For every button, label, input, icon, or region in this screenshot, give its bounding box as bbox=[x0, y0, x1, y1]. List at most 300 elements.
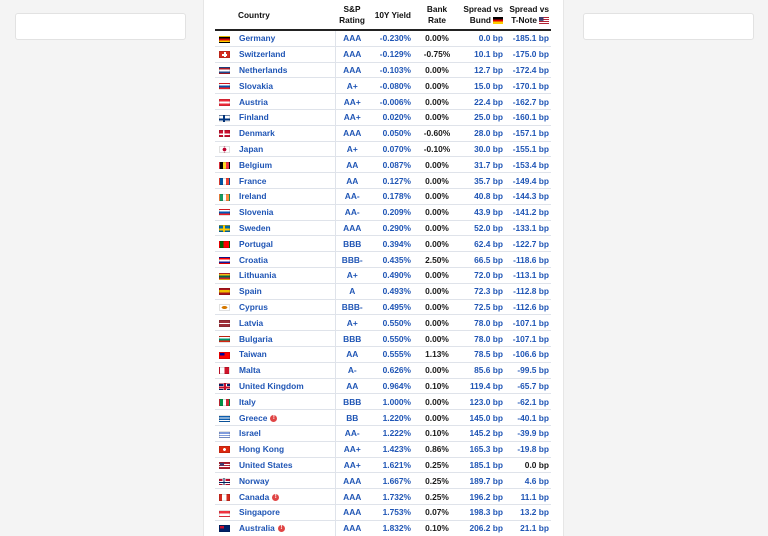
country-cell[interactable] bbox=[235, 236, 335, 252]
spread-tnote-cell[interactable] bbox=[507, 283, 551, 299]
spread-bund-link[interactable]: 52.0 bp bbox=[474, 222, 503, 233]
yield-link[interactable]: -0.103% bbox=[379, 64, 411, 75]
spread-bund-link[interactable]: 62.4 bp bbox=[474, 238, 503, 249]
spread-tnote-cell[interactable] bbox=[507, 441, 551, 457]
spread-tnote-cell[interactable] bbox=[507, 299, 551, 315]
country-link[interactable]: Sweden bbox=[239, 222, 271, 233]
yield-link[interactable]: 0.550% bbox=[382, 317, 411, 328]
country-link[interactable]: Lithuania bbox=[239, 270, 277, 281]
yield-link[interactable]: 0.070% bbox=[382, 143, 411, 154]
spread-tnote-cell[interactable] bbox=[507, 346, 551, 362]
country-link[interactable]: France bbox=[239, 175, 267, 186]
spread-bund-cell[interactable] bbox=[457, 457, 507, 473]
table-row[interactable] bbox=[215, 236, 551, 252]
rating-cell[interactable] bbox=[335, 267, 369, 283]
rating-link[interactable]: BBB- bbox=[341, 301, 363, 312]
rating-link[interactable]: AAA bbox=[343, 491, 362, 502]
alert-icon[interactable]: ! bbox=[272, 494, 279, 501]
spread-tnote-link[interactable]: -40.1 bp bbox=[517, 412, 549, 423]
yield-link[interactable]: 1.220% bbox=[382, 412, 411, 423]
rating-link[interactable]: AAA bbox=[343, 33, 362, 44]
country-link[interactable]: Canada bbox=[239, 491, 270, 502]
country-link[interactable]: Latvia bbox=[239, 317, 264, 328]
yield-link[interactable]: 0.394% bbox=[382, 238, 411, 249]
country-cell[interactable] bbox=[235, 441, 335, 457]
table-row[interactable] bbox=[215, 283, 551, 299]
spread-tnote-link[interactable]: -172.4 bp bbox=[512, 64, 549, 75]
spread-tnote-link[interactable]: -133.1 bp bbox=[512, 222, 549, 233]
spread-tnote-cell[interactable] bbox=[507, 489, 551, 505]
yield-link[interactable]: 1.000% bbox=[382, 396, 411, 407]
yield-link[interactable]: 0.626% bbox=[382, 365, 411, 376]
rating-cell[interactable] bbox=[335, 62, 369, 78]
country-link[interactable]: Hong Kong bbox=[239, 444, 285, 455]
table-row[interactable] bbox=[215, 362, 551, 378]
yield-cell[interactable] bbox=[369, 378, 417, 394]
yield-link[interactable]: -0.006% bbox=[379, 96, 411, 107]
rating-cell[interactable] bbox=[335, 489, 369, 505]
spread-bund-link[interactable]: 189.7 bp bbox=[469, 475, 503, 486]
spread-bund-cell[interactable] bbox=[457, 252, 507, 268]
yield-cell[interactable] bbox=[369, 78, 417, 94]
table-row[interactable] bbox=[215, 489, 551, 505]
yield-cell[interactable] bbox=[369, 457, 417, 473]
country-cell[interactable] bbox=[235, 46, 335, 62]
spread-tnote-link[interactable]: -112.6 bp bbox=[513, 301, 549, 312]
table-row[interactable] bbox=[215, 331, 551, 347]
country-link[interactable]: Cyprus bbox=[239, 301, 268, 312]
spread-bund-cell[interactable] bbox=[457, 173, 507, 189]
rating-cell[interactable] bbox=[335, 125, 369, 141]
spread-bund-link[interactable]: 10.1 bp bbox=[474, 49, 503, 60]
spread-bund-cell[interactable] bbox=[457, 504, 507, 520]
country-cell[interactable] bbox=[235, 94, 335, 110]
spread-tnote-cell[interactable] bbox=[507, 220, 551, 236]
yield-link[interactable]: 1.732% bbox=[382, 491, 411, 502]
spread-tnote-cell[interactable] bbox=[507, 362, 551, 378]
spread-bund-cell[interactable] bbox=[457, 220, 507, 236]
country-link[interactable]: Israel bbox=[239, 428, 261, 439]
country-link[interactable]: Slovenia bbox=[239, 207, 274, 218]
yield-cell[interactable] bbox=[369, 62, 417, 78]
country-link[interactable]: Bulgaria bbox=[239, 333, 273, 344]
spread-tnote-cell[interactable] bbox=[507, 109, 551, 125]
spread-bund-link[interactable]: 78.5 bp bbox=[474, 349, 503, 360]
country-cell[interactable] bbox=[235, 489, 335, 505]
spread-bund-cell[interactable] bbox=[457, 283, 507, 299]
spread-tnote-link[interactable]: -113.1 bp bbox=[513, 270, 549, 281]
rating-link[interactable]: AAA bbox=[343, 523, 362, 534]
rating-link[interactable]: BBB bbox=[343, 238, 362, 249]
yield-cell[interactable] bbox=[369, 473, 417, 489]
rating-link[interactable]: AAA bbox=[343, 222, 362, 233]
rating-link[interactable]: AA bbox=[346, 380, 359, 391]
yield-link[interactable]: 0.964% bbox=[382, 380, 411, 391]
spread-tnote-cell[interactable] bbox=[507, 78, 551, 94]
spread-tnote-link[interactable]: -19.8 bp bbox=[517, 444, 549, 455]
yield-link[interactable]: -0.129% bbox=[379, 49, 411, 60]
country-cell[interactable] bbox=[235, 109, 335, 125]
spread-tnote-link[interactable]: 4.6 bp bbox=[524, 475, 549, 486]
rating-link[interactable]: AAA bbox=[343, 475, 362, 486]
country-link[interactable]: Portugal bbox=[239, 238, 273, 249]
yield-link[interactable]: 0.290% bbox=[382, 222, 411, 233]
spread-bund-cell[interactable] bbox=[457, 94, 507, 110]
table-row[interactable] bbox=[215, 141, 551, 157]
spread-bund-link[interactable]: 72.3 bp bbox=[474, 286, 503, 297]
rating-link[interactable]: AA bbox=[346, 175, 359, 186]
spread-tnote-link[interactable]: -112.8 bp bbox=[513, 286, 549, 297]
rating-link[interactable]: A+ bbox=[346, 143, 358, 154]
spread-tnote-link[interactable]: -175.0 bp bbox=[512, 49, 549, 60]
country-cell[interactable] bbox=[235, 141, 335, 157]
table-row[interactable] bbox=[215, 520, 551, 536]
country-cell[interactable] bbox=[235, 30, 335, 46]
table-row[interactable] bbox=[215, 188, 551, 204]
table-row[interactable] bbox=[215, 252, 551, 268]
spread-tnote-cell[interactable] bbox=[507, 236, 551, 252]
yield-cell[interactable] bbox=[369, 299, 417, 315]
country-link[interactable]: Finland bbox=[239, 112, 269, 123]
spread-tnote-link[interactable]: -153.4 bp bbox=[512, 159, 549, 170]
spread-bund-link[interactable]: 196.2 bp bbox=[469, 491, 503, 502]
spread-tnote-cell[interactable] bbox=[507, 410, 551, 426]
spread-tnote-cell[interactable] bbox=[507, 520, 551, 536]
country-cell[interactable] bbox=[235, 346, 335, 362]
country-cell[interactable] bbox=[235, 362, 335, 378]
yield-cell[interactable] bbox=[369, 346, 417, 362]
spread-tnote-cell[interactable] bbox=[507, 94, 551, 110]
country-link[interactable]: United Kingdom bbox=[239, 380, 304, 391]
country-cell[interactable] bbox=[235, 252, 335, 268]
spread-bund-cell[interactable] bbox=[457, 378, 507, 394]
rating-cell[interactable] bbox=[335, 46, 369, 62]
country-link[interactable]: Slovakia bbox=[239, 80, 273, 91]
rating-link[interactable]: AA- bbox=[344, 191, 360, 202]
spread-tnote-cell[interactable] bbox=[507, 394, 551, 410]
country-cell[interactable] bbox=[235, 394, 335, 410]
rating-link[interactable]: BB bbox=[346, 412, 359, 423]
header-rating[interactable] bbox=[335, 1, 369, 30]
country-cell[interactable] bbox=[235, 157, 335, 173]
rating-link[interactable]: AA- bbox=[344, 428, 360, 439]
rating-cell[interactable] bbox=[335, 473, 369, 489]
country-cell[interactable] bbox=[235, 299, 335, 315]
yield-cell[interactable] bbox=[369, 441, 417, 457]
spread-tnote-link[interactable]: 11.1 bp bbox=[520, 491, 549, 502]
country-link[interactable]: Malta bbox=[239, 365, 261, 376]
rating-cell[interactable] bbox=[335, 173, 369, 189]
yield-cell[interactable] bbox=[369, 204, 417, 220]
spread-tnote-link[interactable]: -118.6 bp bbox=[513, 254, 549, 265]
spread-bund-link[interactable]: 31.7 bp bbox=[474, 159, 503, 170]
spread-tnote-cell[interactable] bbox=[507, 204, 551, 220]
table-row[interactable] bbox=[215, 94, 551, 110]
spread-tnote-cell[interactable] bbox=[507, 315, 551, 331]
rating-link[interactable]: A+ bbox=[346, 270, 358, 281]
table-row[interactable] bbox=[215, 425, 551, 441]
spread-bund-link[interactable]: 145.2 bp bbox=[469, 428, 503, 439]
table-row[interactable] bbox=[215, 62, 551, 78]
yield-link[interactable]: 0.087% bbox=[382, 159, 411, 170]
spread-bund-cell[interactable] bbox=[457, 46, 507, 62]
rating-cell[interactable] bbox=[335, 378, 369, 394]
table-row[interactable] bbox=[215, 78, 551, 94]
country-cell[interactable] bbox=[235, 378, 335, 394]
spread-bund-cell[interactable] bbox=[457, 141, 507, 157]
yield-link[interactable]: 0.495% bbox=[382, 301, 411, 312]
spread-tnote-cell[interactable] bbox=[507, 504, 551, 520]
table-row[interactable] bbox=[215, 46, 551, 62]
rating-link[interactable]: BBB- bbox=[341, 254, 363, 265]
spread-bund-link[interactable]: 145.0 bp bbox=[469, 412, 503, 423]
country-link[interactable]: Norway bbox=[239, 475, 270, 486]
spread-tnote-link[interactable]: -39.9 bp bbox=[517, 428, 549, 439]
spread-tnote-link[interactable]: -99.5 bp bbox=[517, 365, 549, 376]
yield-link[interactable]: 1.621% bbox=[382, 459, 411, 470]
country-cell[interactable] bbox=[235, 457, 335, 473]
rating-cell[interactable] bbox=[335, 441, 369, 457]
yield-link[interactable]: 0.209% bbox=[382, 207, 411, 218]
rating-link[interactable]: AAA bbox=[343, 507, 362, 518]
rating-link[interactable]: BBB bbox=[343, 396, 362, 407]
spread-bund-cell[interactable] bbox=[457, 188, 507, 204]
spread-bund-link[interactable]: 30.0 bp bbox=[474, 143, 503, 154]
yield-link[interactable]: -0.230% bbox=[379, 33, 411, 44]
country-cell[interactable] bbox=[235, 283, 335, 299]
spread-tnote-link[interactable]: -170.1 bp bbox=[512, 80, 549, 91]
table-row[interactable] bbox=[215, 473, 551, 489]
yield-cell[interactable] bbox=[369, 267, 417, 283]
spread-bund-link[interactable]: 123.0 bp bbox=[469, 396, 503, 407]
rating-cell[interactable] bbox=[335, 252, 369, 268]
rating-link[interactable]: A+ bbox=[346, 317, 358, 328]
spread-tnote-link[interactable]: -141.2 bp bbox=[512, 207, 549, 218]
spread-bund-cell[interactable] bbox=[457, 346, 507, 362]
spread-tnote-cell[interactable] bbox=[507, 331, 551, 347]
spread-tnote-cell[interactable] bbox=[507, 125, 551, 141]
spread-tnote-cell[interactable] bbox=[507, 141, 551, 157]
header-spread-tnote[interactable] bbox=[507, 1, 551, 30]
yield-link[interactable]: 1.423% bbox=[382, 444, 411, 455]
spread-tnote-link[interactable]: 21.1 bp bbox=[520, 523, 549, 534]
table-row[interactable] bbox=[215, 457, 551, 473]
table-row[interactable] bbox=[215, 220, 551, 236]
rating-cell[interactable] bbox=[335, 109, 369, 125]
spread-tnote-cell[interactable] bbox=[507, 157, 551, 173]
table-row[interactable] bbox=[215, 346, 551, 362]
country-link[interactable]: Belgium bbox=[239, 159, 273, 170]
spread-bund-cell[interactable] bbox=[457, 520, 507, 536]
table-row[interactable] bbox=[215, 157, 551, 173]
spread-bund-link[interactable]: 66.5 bp bbox=[474, 254, 503, 265]
spread-bund-link[interactable]: 15.0 bp bbox=[474, 80, 503, 91]
rating-cell[interactable] bbox=[335, 425, 369, 441]
country-cell[interactable] bbox=[235, 62, 335, 78]
spread-tnote-link[interactable]: 13.2 bp bbox=[520, 507, 549, 518]
country-link[interactable]: Singapore bbox=[239, 507, 280, 518]
table-row[interactable] bbox=[215, 204, 551, 220]
spread-bund-link[interactable]: 22.4 bp bbox=[474, 96, 503, 107]
spread-bund-cell[interactable] bbox=[457, 267, 507, 283]
yield-cell[interactable] bbox=[369, 410, 417, 426]
rating-link[interactable]: AA- bbox=[344, 207, 360, 218]
yield-link[interactable]: 0.435% bbox=[382, 254, 411, 265]
spread-bund-link[interactable]: 119.4 bp bbox=[469, 380, 503, 391]
country-link[interactable]: Japan bbox=[239, 143, 264, 154]
spread-tnote-link[interactable]: -185.1 bp bbox=[512, 33, 549, 44]
spread-bund-link[interactable]: 185.1 bp bbox=[469, 459, 503, 470]
rating-cell[interactable] bbox=[335, 457, 369, 473]
spread-bund-link[interactable]: 40.8 bp bbox=[474, 191, 503, 202]
yield-cell[interactable] bbox=[369, 283, 417, 299]
country-cell[interactable] bbox=[235, 220, 335, 236]
rating-cell[interactable] bbox=[335, 362, 369, 378]
spread-tnote-cell[interactable] bbox=[507, 267, 551, 283]
yield-link[interactable]: 0.555% bbox=[382, 349, 411, 360]
yield-link[interactable]: 0.178% bbox=[382, 191, 411, 202]
country-link[interactable]: Greece bbox=[239, 412, 268, 423]
spread-bund-link[interactable]: 72.5 bp bbox=[474, 301, 503, 312]
yield-link[interactable]: 1.832% bbox=[382, 523, 411, 534]
country-cell[interactable] bbox=[235, 425, 335, 441]
table-row[interactable] bbox=[215, 504, 551, 520]
alert-icon[interactable]: ! bbox=[270, 415, 277, 422]
spread-bund-cell[interactable] bbox=[457, 109, 507, 125]
country-link[interactable]: Australia bbox=[239, 523, 275, 534]
spread-tnote-link[interactable]: -65.7 bp bbox=[517, 380, 549, 391]
spread-tnote-link[interactable]: -162.7 bp bbox=[512, 96, 549, 107]
yield-cell[interactable] bbox=[369, 173, 417, 189]
spread-tnote-link[interactable]: -106.6 bp bbox=[512, 349, 549, 360]
country-link[interactable]: Germany bbox=[239, 33, 276, 44]
table-row[interactable] bbox=[215, 267, 551, 283]
rating-cell[interactable] bbox=[335, 299, 369, 315]
spread-tnote-link[interactable]: -107.1 bp bbox=[512, 333, 549, 344]
spread-bund-cell[interactable] bbox=[457, 204, 507, 220]
yield-cell[interactable] bbox=[369, 236, 417, 252]
yield-link[interactable]: 1.753% bbox=[382, 507, 411, 518]
rating-link[interactable]: AA+ bbox=[343, 444, 361, 455]
spread-bund-cell[interactable] bbox=[457, 362, 507, 378]
spread-bund-cell[interactable] bbox=[457, 425, 507, 441]
rating-cell[interactable] bbox=[335, 141, 369, 157]
table-row[interactable] bbox=[215, 299, 551, 315]
spread-bund-link[interactable]: 0.0 bp bbox=[478, 33, 503, 44]
table-row[interactable] bbox=[215, 173, 551, 189]
rating-link[interactable]: A+ bbox=[346, 80, 358, 91]
spread-bund-link[interactable]: 43.9 bp bbox=[474, 207, 503, 218]
yield-link[interactable]: 0.020% bbox=[382, 112, 411, 123]
rating-cell[interactable] bbox=[335, 394, 369, 410]
spread-bund-cell[interactable] bbox=[457, 473, 507, 489]
spread-bund-cell[interactable] bbox=[457, 331, 507, 347]
spread-bund-link[interactable]: 25.0 bp bbox=[474, 112, 503, 123]
country-cell[interactable] bbox=[235, 473, 335, 489]
yield-cell[interactable] bbox=[369, 315, 417, 331]
country-cell[interactable] bbox=[235, 173, 335, 189]
spread-tnote-cell[interactable] bbox=[507, 378, 551, 394]
yield-cell[interactable] bbox=[369, 220, 417, 236]
yield-cell[interactable] bbox=[369, 504, 417, 520]
country-link[interactable]: Netherlands bbox=[239, 64, 288, 75]
rating-link[interactable]: AAA bbox=[343, 49, 362, 60]
spread-bund-cell[interactable] bbox=[457, 30, 507, 46]
rating-link[interactable]: A- bbox=[347, 365, 357, 376]
yield-link[interactable]: -0.080% bbox=[379, 80, 411, 91]
yield-cell[interactable] bbox=[369, 157, 417, 173]
country-link[interactable]: United States bbox=[239, 459, 293, 470]
table-row[interactable] bbox=[215, 109, 551, 125]
rating-link[interactable]: AAA bbox=[343, 64, 362, 75]
spread-bund-link[interactable]: 78.0 bp bbox=[474, 317, 503, 328]
yield-cell[interactable] bbox=[369, 362, 417, 378]
table-row[interactable] bbox=[215, 394, 551, 410]
yield-cell[interactable] bbox=[369, 394, 417, 410]
country-cell[interactable] bbox=[235, 504, 335, 520]
rating-cell[interactable] bbox=[335, 346, 369, 362]
rating-link[interactable]: AA+ bbox=[343, 112, 361, 123]
spread-tnote-cell[interactable] bbox=[507, 457, 551, 473]
yield-cell[interactable] bbox=[369, 489, 417, 505]
spread-bund-cell[interactable] bbox=[457, 441, 507, 457]
country-link[interactable]: Croatia bbox=[239, 254, 268, 265]
table-row[interactable] bbox=[215, 315, 551, 331]
header-country[interactable]: Country bbox=[215, 1, 335, 30]
yield-link[interactable]: 0.490% bbox=[382, 270, 411, 281]
country-cell[interactable] bbox=[235, 125, 335, 141]
spread-bund-cell[interactable] bbox=[457, 236, 507, 252]
rating-cell[interactable] bbox=[335, 157, 369, 173]
rating-link[interactable]: AAA bbox=[343, 128, 362, 139]
spread-tnote-link[interactable]: -149.4 bp bbox=[512, 175, 549, 186]
rating-cell[interactable] bbox=[335, 236, 369, 252]
spread-bund-link[interactable]: 165.3 bp bbox=[469, 444, 503, 455]
country-link[interactable]: Spain bbox=[239, 286, 262, 297]
spread-tnote-cell[interactable] bbox=[507, 252, 551, 268]
country-cell[interactable] bbox=[235, 410, 335, 426]
country-cell[interactable] bbox=[235, 188, 335, 204]
spread-tnote-cell[interactable] bbox=[507, 188, 551, 204]
spread-bund-cell[interactable] bbox=[457, 157, 507, 173]
spread-bund-link[interactable]: 28.0 bp bbox=[474, 128, 503, 139]
spread-tnote-cell[interactable] bbox=[507, 30, 551, 46]
table-row[interactable] bbox=[215, 378, 551, 394]
rating-cell[interactable] bbox=[335, 30, 369, 46]
alert-icon[interactable]: ! bbox=[278, 525, 285, 532]
spread-tnote-cell[interactable] bbox=[507, 173, 551, 189]
spread-tnote-cell[interactable] bbox=[507, 425, 551, 441]
rating-cell[interactable] bbox=[335, 504, 369, 520]
spread-tnote-link[interactable]: -155.1 bp bbox=[512, 143, 549, 154]
country-link[interactable]: Austria bbox=[239, 96, 268, 107]
spread-bund-cell[interactable] bbox=[457, 315, 507, 331]
country-cell[interactable] bbox=[235, 267, 335, 283]
yield-cell[interactable] bbox=[369, 30, 417, 46]
yield-cell[interactable] bbox=[369, 520, 417, 536]
spread-bund-link[interactable]: 35.7 bp bbox=[474, 175, 503, 186]
spread-tnote-link[interactable]: -122.7 bp bbox=[512, 238, 549, 249]
country-cell[interactable] bbox=[235, 315, 335, 331]
header-spread-bund[interactable] bbox=[457, 1, 507, 30]
spread-tnote-link[interactable]: -107.1 bp bbox=[512, 317, 549, 328]
spread-tnote-link[interactable]: -160.1 bp bbox=[512, 112, 549, 123]
spread-bund-cell[interactable] bbox=[457, 62, 507, 78]
country-link[interactable]: Switzerland bbox=[239, 49, 286, 60]
yield-cell[interactable] bbox=[369, 109, 417, 125]
yield-cell[interactable] bbox=[369, 188, 417, 204]
rating-link[interactable]: AA bbox=[346, 159, 359, 170]
